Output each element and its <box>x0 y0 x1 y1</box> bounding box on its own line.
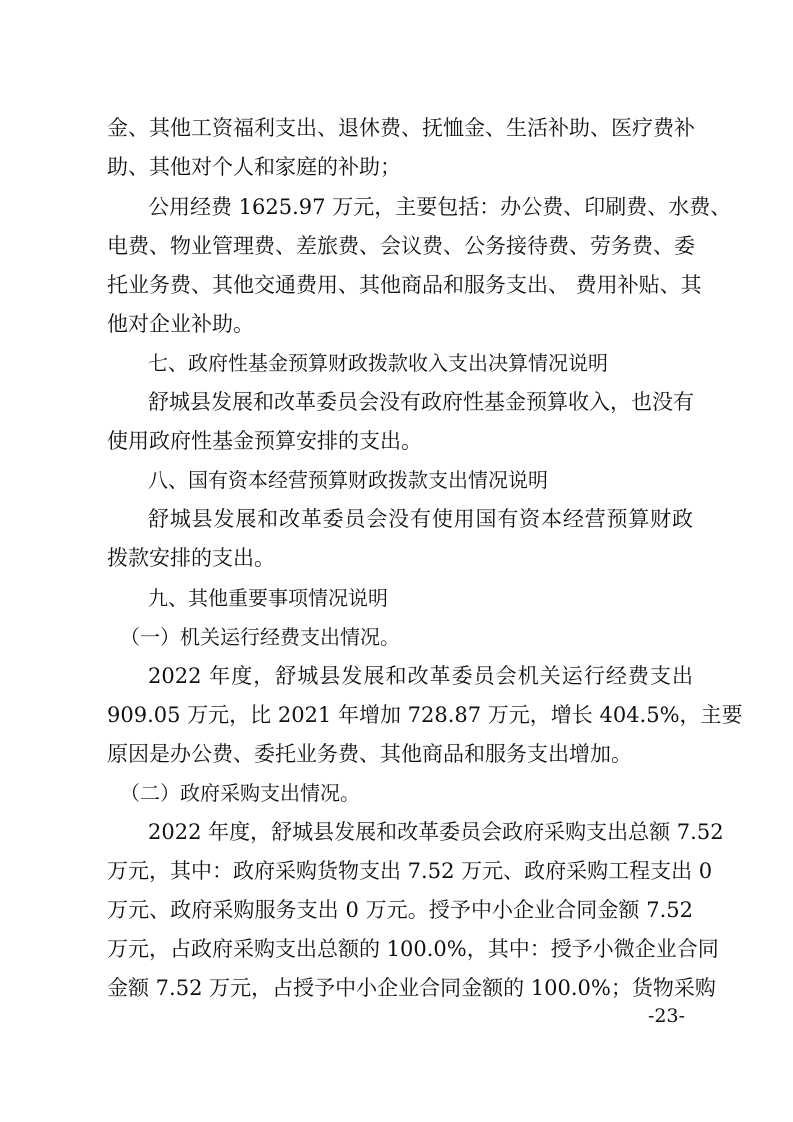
body-text-line: 舒城县发展和改革委员会没有使用国有资本经营预算财政 <box>148 507 693 531</box>
body-text-line: 2022 年度，舒城县发展和改革委员会政府采购支出总额 7.52 <box>148 820 724 844</box>
section-heading: 七、政府性基金预算财政拨款收入支出决算情况说明 <box>148 351 608 375</box>
subsection-heading: （二）政府采购支出情况。 <box>120 781 360 805</box>
body-text-line: 909.05 万元，比 2021 年增加 728.87 万元，增长 404.5%，主要 <box>107 703 743 727</box>
body-text-line: 舒城县发展和改革委员会没有政府性基金预算收入，也没有 <box>148 390 694 414</box>
body-text-line: 万元、政府采购服务支出 0 万元。授予中小企业合同金额 7.52 <box>107 898 693 922</box>
page-number: -23- <box>648 1005 686 1027</box>
body-text-line: 万元，占政府采购支出总额的 100.0%，其中：授予小微企业合同 <box>107 937 719 961</box>
body-text-line: 金额 7.52 万元，占授予中小企业合同金额的 100.0%；货物采购 <box>107 976 716 1000</box>
body-text-line: 公用经费 1625.97 万元，主要包括：办公费、印刷费、水费、 <box>148 195 732 219</box>
body-text-line: 他对企业补助。 <box>107 312 254 336</box>
body-text-line: 万元，其中：政府采购货物支出 7.52 万元、政府采购工程支出 0 <box>107 859 713 883</box>
body-text-line: 使用政府性基金预算安排的支出。 <box>107 429 422 453</box>
body-text-line: 拨款安排的支出。 <box>107 546 275 570</box>
body-text-line: 托业务费、其他交通费用、其他商品和服务支出、 费用补贴、其 <box>107 273 702 297</box>
body-text-line: 原因是办公费、委托业务费、其他商品和服务支出增加。 <box>107 742 632 766</box>
section-heading: 八、国有资本经营预算财政拨款支出情况说明 <box>148 468 548 492</box>
subsection-heading: （一）机关运行经费支出情况。 <box>120 625 400 649</box>
body-text-line: 助、其他对个人和家庭的补助； <box>107 155 401 179</box>
body-text-line: 2022 年度，舒城县发展和改革委员会机关运行经费支出 <box>148 664 693 688</box>
body-text-line: 金、其他工资福利支出、退休费、抚恤金、生活补助、医疗费补 <box>107 116 695 140</box>
section-heading: 九、其他重要事项情况说明 <box>148 586 388 610</box>
body-text-line: 电费、物业管理费、差旅费、会议费、公务接待费、劳务费、委 <box>107 234 695 258</box>
